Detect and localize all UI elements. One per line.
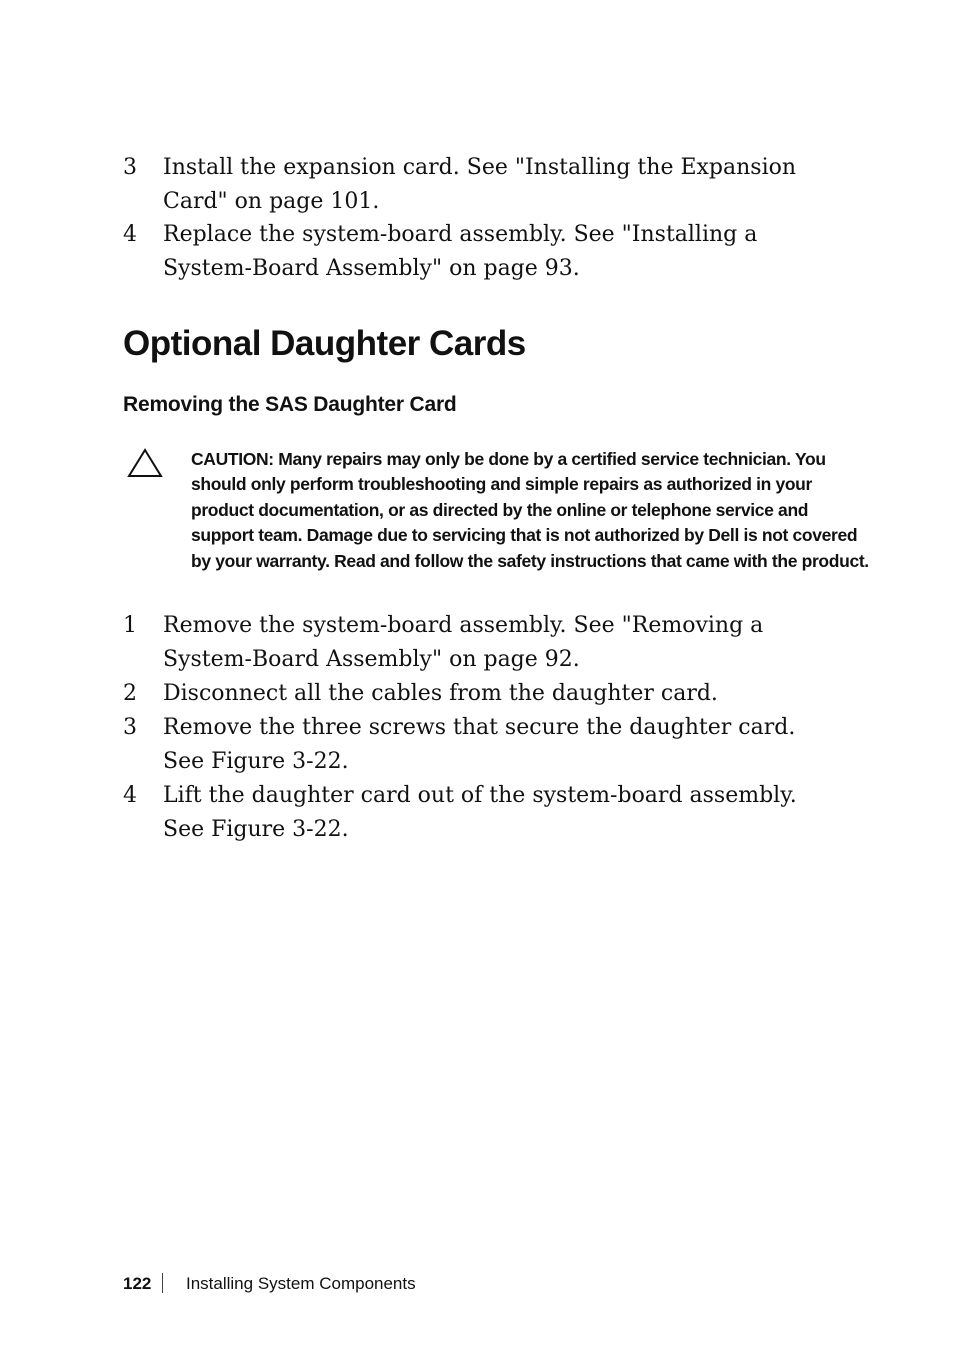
step-text: Replace the system-board assembly. See "Installing a System-Board Assembly" on page 93. xyxy=(163,222,758,281)
step-text: Remove the system-board assembly. See "Removing a System-Board Assembly" on page 92. xyxy=(163,613,764,672)
caution-triangle-icon xyxy=(126,448,164,478)
step-text: Remove the three screws that secure the daughter card. See Figure 3-22. xyxy=(163,715,796,774)
footer-divider xyxy=(162,1273,163,1293)
step-number: 1 xyxy=(123,613,137,638)
step-number: 2 xyxy=(123,681,137,706)
step-text: Install the expansion card. See "Installing the Expansion Card" on page 101. xyxy=(163,155,797,214)
step-number: 4 xyxy=(123,222,137,247)
step-number: 3 xyxy=(123,155,137,180)
step-number: 4 xyxy=(123,783,137,808)
section-title: Optional Daughter Cards xyxy=(123,324,526,363)
step-text: Lift the daughter card out of the system-board assembly. See Figure 3-22. xyxy=(163,783,797,842)
caution-text: CAUTION: Many repairs may only be done by a certified service technician. You should only perform troubleshooting and simple repairs as authorized in your product documentation, or as directed by the online or telephone service and support team. Damage due to servicing that is not authorized by Dell is not covered by your warranty. Read and follow the safety instructions that came with the product. xyxy=(191,449,869,571)
page-number: 122 xyxy=(123,1274,152,1293)
step-number: 3 xyxy=(123,715,137,740)
subsection-title: Removing the SAS Daughter Card xyxy=(123,393,457,416)
step-text: Disconnect all the cables from the daughter card. xyxy=(163,681,718,706)
chapter-title: Installing System Components xyxy=(186,1274,416,1293)
